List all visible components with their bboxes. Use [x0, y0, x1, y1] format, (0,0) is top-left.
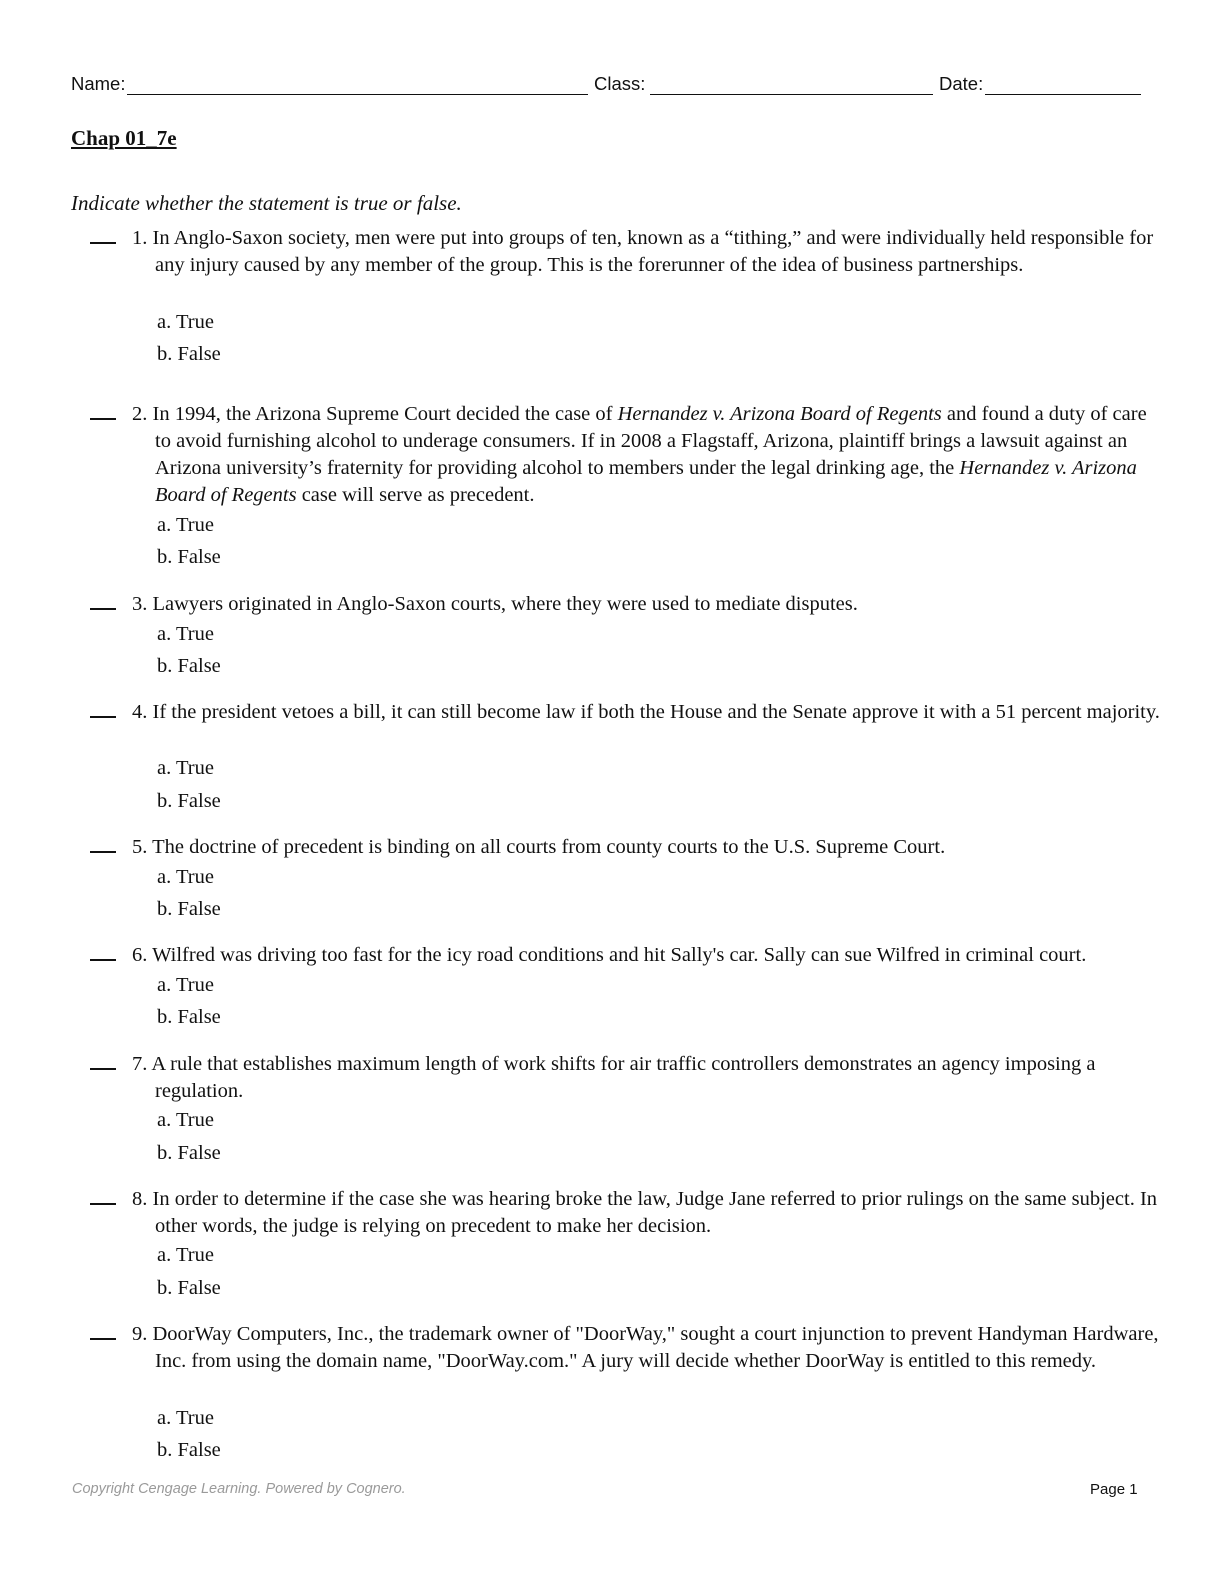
option-true[interactable]: a. True	[157, 1244, 214, 1266]
option-false[interactable]: b. False	[157, 1006, 221, 1028]
option-true[interactable]: a. True	[157, 866, 214, 888]
question-text: 6. Wilfred was driving too fast for the icy road conditions and hit Sally's car. Sally can sue Wilfred in criminal court.	[132, 944, 1087, 966]
date-label: Date:	[939, 73, 984, 94]
option-true[interactable]: a. True	[157, 1407, 214, 1429]
date-field[interactable]	[985, 94, 1141, 95]
answer-blank[interactable]	[90, 716, 116, 718]
page-title: Chap 01_7e	[71, 126, 177, 150]
question-text: 7. A rule that establishes maximum length of work shifts for air traffic controllers demonstrates an agency imposing a regulation.	[132, 1053, 1096, 1102]
question-text: 4. If the president vetoes a bill, it can still become law if both the House and the Senate approve it with a 51 percent majority.	[132, 701, 1160, 723]
question-text: 9. DoorWay Computers, Inc., the trademark owner of "DoorWay," sought a court injunction to prevent Handyman Hardware, Inc. from using the domain name, "DoorWay.com." A jury will decide whether DoorWay is entitled to this remedy.	[132, 1323, 1159, 1372]
option-true[interactable]: a. True	[157, 1109, 214, 1131]
question-text: 8. In order to determine if the case she was hearing broke the law, Judge Jane referred to prior rulings on the same subject. In other words, the judge is relying on precedent to make her decision.	[132, 1188, 1158, 1237]
option-false[interactable]: b. False	[157, 1439, 221, 1461]
question-text: 5. The doctrine of precedent is binding on all courts from county courts to the U.S. Supreme Court.	[132, 836, 946, 858]
answer-blank[interactable]	[90, 242, 116, 244]
option-true[interactable]: a. True	[157, 514, 214, 536]
answer-blank[interactable]	[90, 1068, 116, 1070]
case-name: Hernandez v. Arizona Board of Regents	[155, 457, 1137, 506]
answer-blank[interactable]	[90, 851, 116, 853]
answer-blank[interactable]	[90, 418, 116, 420]
question-text: 2. In 1994, the Arizona Supreme Court decided the case of Hernandez v. Arizona Board of Regents and found a duty of care to avoid furnishing alcohol to underage consumers. If in 2008 a Flagstaff, Arizona, plaintiff brings a lawsuit against an Arizona university’s fraternity for providing alcohol to members under the legal drinking age, the Hernandez v. Arizona Board of Regents case will serve as precedent.	[132, 403, 1147, 506]
answer-blank[interactable]	[90, 608, 116, 610]
answer-blank[interactable]	[90, 959, 116, 961]
option-false[interactable]: b. False	[157, 1142, 221, 1164]
option-false[interactable]: b. False	[157, 898, 221, 920]
answer-blank[interactable]	[90, 1203, 116, 1205]
name-field[interactable]	[127, 94, 588, 95]
answer-blank[interactable]	[90, 1338, 116, 1340]
option-false[interactable]: b. False	[157, 790, 221, 812]
page-number: Page 1	[1090, 1481, 1138, 1498]
option-false[interactable]: b. False	[157, 546, 221, 568]
question-text: 3. Lawyers originated in Anglo-Saxon courts, where they were used to mediate disputes.	[132, 593, 858, 615]
name-label: Name:	[71, 73, 126, 94]
case-name: Hernandez v. Arizona Board of Regents	[617, 403, 942, 425]
class-label: Class:	[594, 73, 646, 94]
option-true[interactable]: a. True	[157, 757, 214, 779]
copyright-footer: Copyright Cengage Learning. Powered by Cognero.	[72, 1481, 406, 1497]
class-field[interactable]	[650, 94, 933, 95]
option-true[interactable]: a. True	[157, 623, 214, 645]
instructions: Indicate whether the statement is true or false.	[71, 191, 462, 215]
student-info-header	[71, 72, 1141, 98]
option-false[interactable]: b. False	[157, 343, 221, 365]
option-true[interactable]: a. True	[157, 311, 214, 333]
option-true[interactable]: a. True	[157, 974, 214, 996]
option-false[interactable]: b. False	[157, 655, 221, 677]
question-text: 1. In Anglo-Saxon society, men were put into groups of ten, known as a “tithing,” and were individually held responsible for any injury caused by any member of the group. This is the forerunner of the idea of business partnerships.	[132, 227, 1154, 276]
option-false[interactable]: b. False	[157, 1277, 221, 1299]
